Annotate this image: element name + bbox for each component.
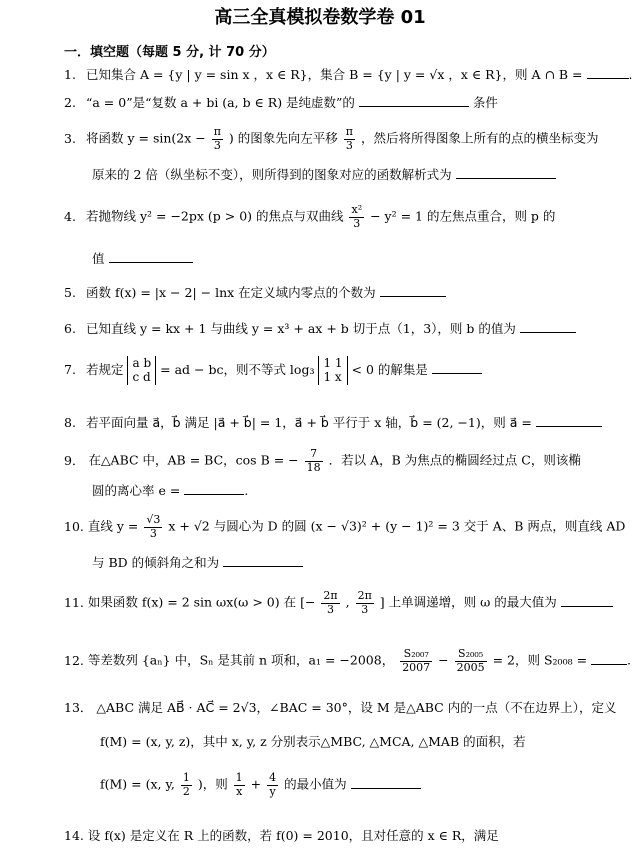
fraction: $\frac{2\pi}{3}$ bbox=[357, 589, 372, 616]
answer-blank[interactable] bbox=[587, 66, 629, 79]
fraction: $\frac{\text{x²}}{3}$ bbox=[351, 203, 363, 230]
question-13-line-2: f(M) = (x, y, z)，其中 x, y, z 分别表示△MBC, △MCA, △MAB 的面积，若 bbox=[100, 734, 526, 749]
section-heading: 一．填空题（每题 5 分, 计 70 分） bbox=[64, 45, 275, 60]
answer-blank[interactable] bbox=[184, 482, 244, 495]
question-3-line-2: 原来的 2 倍（纵坐标不变），则所得到的图象对应的函数解析式为 bbox=[92, 166, 556, 184]
answer-blank[interactable] bbox=[380, 284, 446, 297]
question-8: 8. 若平面向量 a⃗，b⃗ 满足 |a⃗ + b⃗| = 1，a⃗ + b⃗ 平行于 x 轴，b⃗ = (2, −1)，则 a⃗ = bbox=[64, 414, 610, 432]
question-3: 3. 将函数 y = sin(2x − $\frac{\pi}{3}$ ) 的图象先向左平移 $\frac{\pi}{3}$ ，然后将所得图象上所有的点的横坐标变为 bbox=[64, 125, 599, 152]
answer-blank[interactable] bbox=[591, 652, 627, 665]
question-12: 12. 等差数列 {aₙ} 中，Sₙ 是其前 n 项和，a₁ = −2008， $\frac{\text{S₂₀₀₇}}{2007}$ − $\frac{\text{S₂₀₀₅}}{2005}$ = 2，则 S₂₀₀₈ = . bbox=[64, 647, 632, 674]
question-9-line-2: 圆的离心率 e = . bbox=[92, 483, 249, 498]
determinant: a b c d bbox=[127, 356, 156, 385]
determinant: 1 1 1 x bbox=[318, 356, 347, 385]
answer-blank[interactable] bbox=[359, 94, 469, 107]
answer-blank[interactable] bbox=[536, 414, 602, 427]
question-10: 10. 直线 y = $\frac{√3}{3}$ x + √2 与圆心为 D 的圆 (x − √3)² + (y − 1)² = 3 交于 A、B 两点，则直线 AD bbox=[64, 513, 626, 540]
question-4-line-2: 值 bbox=[92, 250, 193, 268]
answer-blank[interactable] bbox=[109, 250, 193, 263]
question-10-line-2: 与 BD 的倾斜角之和为 bbox=[92, 554, 303, 572]
question-14: 14. 设 f(x) 是定义在 R 上的函数，若 f(0) = 2010，且对任意的 x ∈ R，满足 bbox=[64, 828, 499, 843]
question-9: 9． 在△ABC 中，AB = BC，cos B = − $\frac{7}{18}$ ．若以 A，B 为焦点的椭圆经过点 C，则该椭 bbox=[64, 447, 581, 474]
fraction: $\frac{\text{S₂₀₀₇}}{2007}$ bbox=[402, 647, 431, 674]
answer-blank[interactable] bbox=[351, 776, 421, 789]
question-5: 5. 函数 f(x) = |x − 2| − lnx 在定义域内零点的个数为 bbox=[64, 284, 610, 302]
answer-blank[interactable] bbox=[456, 166, 556, 179]
fraction: $\frac{\pi}{3}$ bbox=[213, 125, 221, 152]
fraction: $\frac{\pi}{3}$ bbox=[345, 125, 353, 152]
page-title: 高三全真模拟卷数学卷 01 bbox=[214, 7, 426, 28]
fraction: $\frac{7}{18}$ bbox=[306, 447, 321, 474]
question-6: 6. 已知直线 y = kx + 1 与曲线 y = x³ + ax + b 切于点（1，3），则 b 的值为 bbox=[64, 320, 610, 338]
question-4: 4. 若抛物线 y² = −2px (p > 0) 的焦点与双曲线 $\frac{\text{x²}}{3}$ − y² = 1 的左焦点重合，则 p 的 bbox=[64, 203, 556, 230]
fraction: $\frac{4}{y}$ bbox=[269, 771, 277, 798]
answer-blank[interactable] bbox=[432, 361, 482, 374]
answer-blank[interactable] bbox=[520, 320, 576, 333]
fraction: $\frac{√3}{3}$ bbox=[146, 513, 161, 540]
question-13: 13． △ABC 满足 AB⃗ · AC⃗ = 2√3，∠BAC = 30°，设 M 是△ABC 内的一点（不在边界上），定义 bbox=[64, 700, 617, 715]
fraction: $\frac{1}{2}$ bbox=[182, 771, 190, 798]
question-1: 1. 已知集合 A = {y | y = sin x ，x ∈ R}，集合 B = {y | y = √x ，x ∈ R}，则 A ∩ B = . bbox=[64, 67, 633, 82]
question-13-line-3: f(M) = (x, y, $\frac{1}{2}$ )，则 $\frac{1}{x}$ + $\frac{4}{y}$ 的最小值为 bbox=[100, 772, 421, 798]
answer-blank[interactable] bbox=[223, 554, 303, 567]
fraction: $\frac{2\pi}{3}$ bbox=[323, 589, 338, 616]
fraction: $\frac{1}{x}$ bbox=[235, 771, 243, 798]
fraction: $\frac{\text{S₂₀₀₅}}{2005}$ bbox=[456, 647, 485, 674]
question-11: 11. 如果函数 f(x) = 2 sin ωx(ω > 0) 在 [− $\frac{2\pi}{3}$ , $\frac{2\pi}{3}$ ] 上单调递增，则 ω 的最大值为 bbox=[64, 590, 610, 616]
question-7: 7. 若规定 a b c d = ad − bc，则不等式 log₃ 1 1 1 x < 0 的解集是 bbox=[64, 356, 610, 385]
answer-blank[interactable] bbox=[561, 594, 613, 607]
question-2: 2. “a = 0”是“复数 a + bi (a, b ∈ R) 是纯虚数”的 条件 bbox=[64, 95, 498, 110]
question-text: 已知集合 A = {y | y = sin x ，x ∈ R}，集合 B = {y | y = √x ，x ∈ R}，则 A ∩ B = bbox=[85, 67, 587, 82]
